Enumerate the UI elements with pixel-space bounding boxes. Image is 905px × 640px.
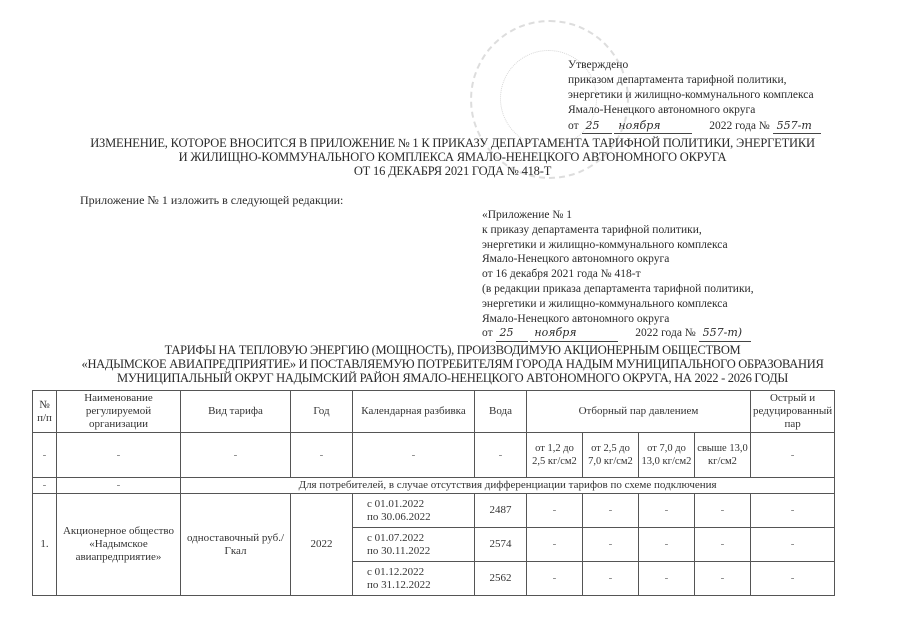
approval-date-line: [568, 118, 898, 134]
dash-cell: -: [639, 494, 695, 528]
dash-cell: -: [751, 528, 835, 562]
table-title-line: «НАДЫМСКОЕ АВИАПРЕДПРИЯТИЕ» И ПОСТАВЛЯЕМУЮ ПОТРЕБИТЕЛЯМ ГОРОДА НАДЫМ МУНИЦИПАЛЬНОГО ОБРАЗОВАНИЯ: [81, 357, 824, 371]
dash-cell: -: [695, 562, 751, 596]
table-title-line: ТАРИФЫ НА ТЕПЛОВУЮ ЭНЕРГИЮ (МОЩНОСТЬ), ПРОИЗВОДИМУЮ АКЦИОНЕРНЫМ ОБЩЕСТВОМ: [164, 343, 741, 357]
handwritten-number: 557-т): [699, 326, 751, 342]
tariff-table: [32, 390, 835, 596]
dash-cell: -: [751, 562, 835, 596]
dash-cell: -: [181, 433, 291, 478]
header-num: № п/п: [33, 391, 57, 433]
header-year: Год: [291, 391, 353, 433]
document-title: [30, 136, 875, 178]
approval-line: Утверждено: [568, 59, 629, 71]
dash-cell: -: [475, 433, 527, 478]
dash-cell: -: [695, 494, 751, 528]
header-steam-p2: от 2,5 до 7,0 кг/см2: [583, 433, 639, 478]
appendix-line: (в редакции приказа департамента тарифной политики,: [482, 282, 754, 295]
dash-cell: -: [353, 433, 475, 478]
header-tariff-type: Вид тарифа: [181, 391, 291, 433]
dash-cell: -: [291, 433, 353, 478]
header-water: Вода: [475, 391, 527, 433]
dash-cell: -: [527, 562, 583, 596]
appendix-line: энергетики и жилищно-коммунального комплекса: [482, 238, 728, 251]
header-steam-p3: от 7,0 до 13,0 кг/см2: [639, 433, 695, 478]
dash-cell: -: [57, 433, 181, 478]
dash-cell: -: [33, 478, 57, 494]
row-year: 2022: [291, 494, 353, 596]
date-prefix: от: [482, 327, 493, 340]
approval-line: Ямало-Ненецкого автономного округа: [568, 104, 756, 116]
period-from: с 01.12.2022: [367, 565, 425, 578]
header-calendar: Календарная разбивка: [353, 391, 475, 433]
period-from: с 01.01.2022: [367, 497, 425, 510]
period-cell: [353, 562, 475, 596]
dash-cell: -: [57, 478, 181, 494]
header-reduced: Острый и редуцированный пар: [751, 391, 835, 433]
section-row: [33, 478, 835, 494]
table-title: [20, 343, 885, 385]
approval-line: энергетики и жилищно-коммунального комплекса: [568, 89, 814, 101]
dash-cell: -: [639, 528, 695, 562]
row-org: Акционерное общество «Надымское авиапредприятие»: [57, 494, 181, 596]
intro-text: Приложение № 1 изложить в следующей редакции:: [80, 193, 344, 207]
appendix-line: Ямало-Ненецкого автономного округа: [482, 253, 670, 266]
appendix-line: энергетики и жилищно-коммунального комплекса: [482, 297, 728, 310]
approval-line: приказом департамента тарифной политики,: [568, 74, 787, 86]
period-cell: [353, 494, 475, 528]
period-to: по 30.06.2022: [367, 510, 431, 523]
handwritten-day: 25: [582, 118, 612, 134]
handwritten-month: ноября: [614, 118, 692, 134]
dash-cell: -: [751, 494, 835, 528]
table-subheader-row: [33, 433, 835, 478]
period-from: с 01.07.2022: [367, 531, 425, 544]
row-tariff-type: одноставочный руб./Гкал: [181, 494, 291, 596]
row-num: 1.: [33, 494, 57, 596]
table-row: [33, 494, 835, 528]
year-text: 2022 года №: [635, 327, 696, 340]
title-line: ОТ 16 ДЕКАБРЯ 2021 ГОДА № 418-Т: [353, 164, 552, 178]
handwritten-month: ноября: [530, 326, 618, 342]
period-cell: [353, 528, 475, 562]
handwritten-day: 25: [496, 326, 528, 342]
dash-cell: -: [639, 562, 695, 596]
dash-cell: -: [583, 562, 639, 596]
section-label: Для потребителей, в случае отсутствия дифференциации тарифов по схеме подключения: [181, 478, 835, 494]
dash-cell: -: [583, 494, 639, 528]
appendix-line: Ямало-Ненецкого автономного округа: [482, 312, 670, 325]
dash-cell: -: [33, 433, 57, 478]
period-to: по 31.12.2022: [367, 578, 431, 591]
appendix-line: «Приложение № 1: [482, 209, 572, 221]
dash-cell: -: [751, 433, 835, 478]
appendix-line: к приказу департамента тарифной политики,: [482, 223, 702, 236]
header-steam: Отборный пар давлением: [527, 391, 751, 433]
date-prefix: от: [568, 120, 579, 132]
water-value: 2574: [475, 528, 527, 562]
dash-cell: -: [695, 528, 751, 562]
dash-cell: -: [527, 528, 583, 562]
title-line: И ЖИЛИЩНО-КОММУНАЛЬНОГО КОМПЛЕКСА ЯМАЛО-НЕНЕЦКОГО АВТОНОМНОГО ОКРУГА: [178, 150, 727, 164]
header-steam-p1: от 1,2 до 2,5 кг/см2: [527, 433, 583, 478]
table-title-line: МУНИЦИПАЛЬНЫЙ ОКРУГ НАДЫМСКИЙ РАЙОН ЯМАЛО-НЕНЕЦКОГО АВТОНОМНОГО ОКРУГА, НА 2022 - 2026 ГОДЫ: [117, 371, 788, 385]
period-to: по 30.11.2022: [367, 544, 431, 557]
title-line: ИЗМЕНЕНИЕ, КОТОРОЕ ВНОСИТСЯ В ПРИЛОЖЕНИЕ № 1 К ПРИКАЗУ ДЕПАРТАМЕНТА ТАРИФНОЙ ПОЛИТИКИ, ЭНЕРГЕТИКИ: [90, 136, 815, 150]
handwritten-number: 557-т: [773, 118, 821, 134]
water-value: 2487: [475, 494, 527, 528]
header-org: Наименование регулируемой организации: [57, 391, 181, 433]
header-steam-p4: свыше 13,0 кг/см2: [695, 433, 751, 478]
year-text: 2022 года №: [709, 120, 770, 132]
appendix-date-line: [482, 326, 892, 342]
dash-cell: -: [583, 528, 639, 562]
appendix-line: от 16 декабря 2021 года № 418-т: [482, 268, 641, 281]
dash-cell: -: [527, 494, 583, 528]
table-header-row: [33, 391, 835, 433]
appendix-block: [482, 208, 892, 342]
approval-block: [568, 58, 898, 134]
water-value: 2562: [475, 562, 527, 596]
